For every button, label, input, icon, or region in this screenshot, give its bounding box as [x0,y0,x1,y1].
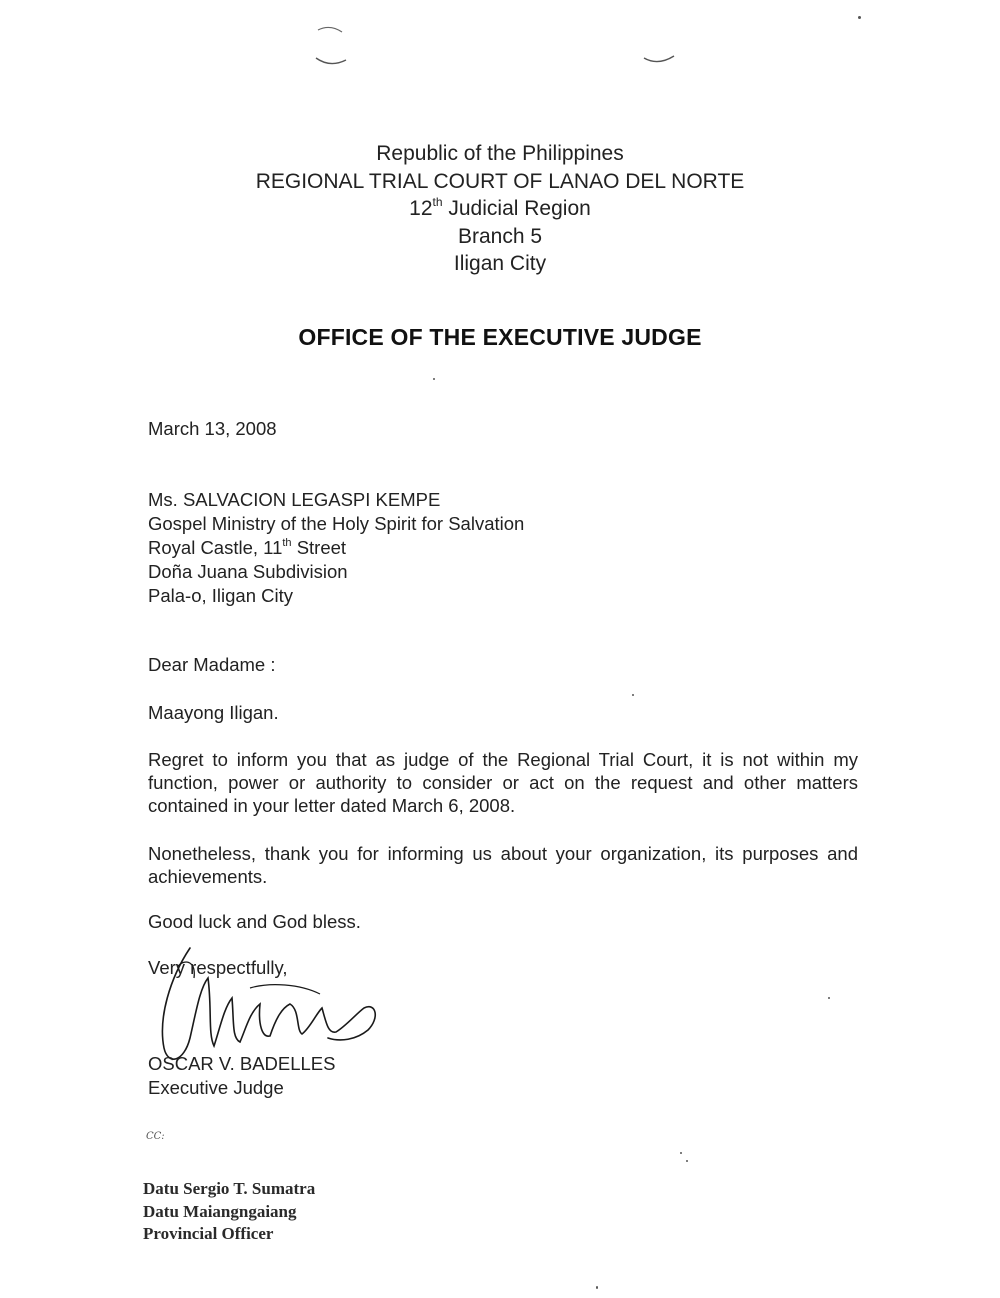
signatory-title: Executive Judge [148,1077,284,1098]
scan-mark-left [312,22,352,70]
salutation: Dear Madame : [148,654,276,675]
scan-speck [828,997,830,999]
cc-recipient-office: Provincial Officer [143,1224,274,1243]
office-title: OFFICE OF THE EXECUTIVE JUDGE [298,324,702,350]
scan-speck [632,694,634,696]
body-paragraph-1: Regret to inform you that as judge of the Regional Trial Court, it is not within my function, power or authority to consider or act on the request and other matters contained in your letter dated March 6, 2008. [148,749,858,816]
scan-mark-right [640,40,680,70]
greeting: Maayong Iligan. [148,702,279,723]
scan-speck [596,1286,598,1289]
street-prefix: Royal Castle, 11 [148,537,283,558]
body-paragraph-2: Nonetheless, thank you for informing us about your organization, its purposes and achievements. [148,843,858,887]
addressee-street [148,536,524,560]
addressee-city: Pala-o, Iligan City [148,585,293,606]
street-ordinal: th [282,537,292,549]
region-ordinal: th [432,195,443,209]
signatory-block [148,1052,335,1100]
region-label: Judicial Region [442,197,591,220]
letterhead-branch: Branch 5 [457,224,543,248]
signatory-name: OSCAR V. BADELLES [148,1053,336,1074]
cc-recipient-name: Datu Sergio T. Sumatra [143,1179,316,1198]
letterhead-republic: Republic of the Philippines [376,142,624,165]
letterhead [0,140,1000,278]
complimentary-close: Very respectfully, [148,957,288,978]
letterhead-city: Iligan City [453,252,547,275]
closing-line: Good luck and God bless. [148,911,361,932]
cc-recipient-block [143,1178,315,1246]
addressee-name: Ms. SALVACION LEGASPI KEMPE [148,489,441,510]
addressee-org: Gospel Ministry of the Holy Spirit for Salvation [148,513,525,534]
letter-date: March 13, 2008 [148,418,277,439]
scan-speck [686,1160,688,1162]
cc-label: CC: [146,1131,165,1142]
region-number: 12 [409,197,433,220]
cc-recipient-title: Datu Maiangngaiang [143,1201,297,1221]
scan-speck [680,1152,682,1154]
scan-speck [858,16,861,19]
scan-speck [433,378,435,380]
addressee-subdivision: Doña Juana Subdivision [148,561,348,582]
letterhead-region [0,195,1000,223]
letterhead-court: REGIONAL TRIAL COURT OF LANAO DEL NORTE [255,169,745,193]
addressee-block [148,488,524,608]
street-suffix: Street [291,537,347,558]
